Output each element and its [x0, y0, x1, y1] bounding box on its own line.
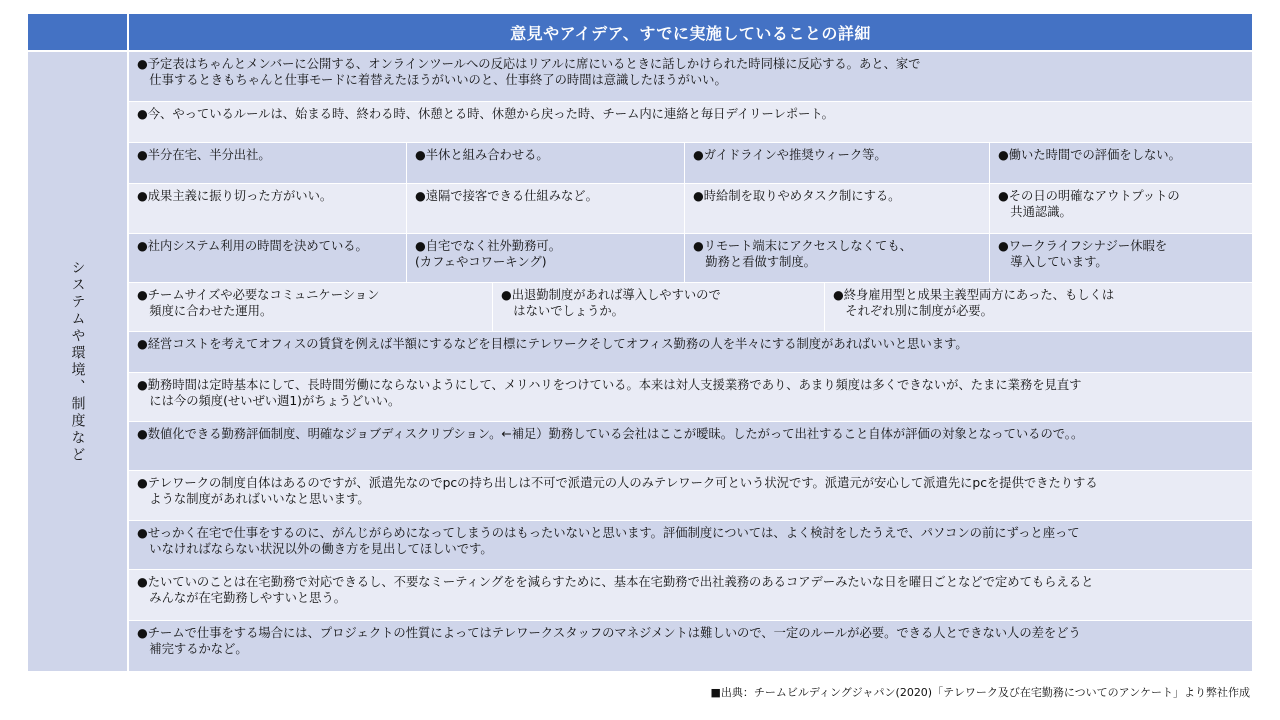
- comment-text: ●今、やっているルールは、始まる時、終わる時、休憩とる時、休憩から戻った時、チーム内に連絡と毎日デイリーレポート。: [137, 107, 834, 121]
- comment-cell: [407, 143, 685, 183]
- comment-cell: [129, 471, 1252, 520]
- comment-cell: [825, 283, 1252, 331]
- comment-cell: [407, 184, 685, 233]
- table-row: [129, 521, 1252, 569]
- table-row: [129, 471, 1252, 520]
- comment-cell: [990, 234, 1252, 282]
- table-row: [129, 283, 1252, 331]
- comment-cell: [129, 52, 1252, 101]
- comment-cell: [685, 184, 990, 233]
- table-frame: [28, 14, 1252, 671]
- comment-text: ●成果主義に振り切った方がいい。: [137, 189, 333, 203]
- comment-cell: [990, 184, 1252, 233]
- comment-text: ●働いた時間での評価をしない。: [998, 148, 1181, 162]
- comment-cell: [493, 283, 825, 331]
- table-row: [129, 570, 1252, 620]
- comment-cell: [129, 373, 1252, 421]
- comment-text: ●リモート端末にアクセスしなくても、 勤務と看做す制度。: [693, 239, 912, 269]
- category-label: [28, 52, 127, 671]
- table-row: [129, 143, 1252, 183]
- comment-text: ●ガイドラインや推奨ウィーク等。: [693, 148, 887, 162]
- comment-text: ●半分在宅、半分出社。: [137, 148, 271, 162]
- table-row: [129, 184, 1252, 233]
- comment-cell: [129, 422, 1252, 470]
- table-row: [129, 332, 1252, 372]
- comment-cell: [129, 143, 407, 183]
- comment-text: ●出退勤制度があれば導入しやすいので はないでしょうか。: [501, 288, 721, 318]
- header-corner: [28, 14, 127, 50]
- table-row: [129, 422, 1252, 470]
- comment-text: ●その日の明確なアウトプットの 共通認識。: [998, 189, 1180, 219]
- comment-text: ●半休と組み合わせる。: [415, 148, 549, 162]
- comment-cell: [685, 143, 990, 183]
- table-row: [129, 621, 1252, 671]
- source-note: ■出典：チームビルディングジャパン(2020)「テレワーク及び在宅勤務についてのアンケート」より弊社作成: [710, 686, 1250, 699]
- comment-text: ●予定表はちゃんとメンバーに公開する、オンラインツールへの反応はリアルに席にいるときに話しかけられた時同様に反応する。あと、家で 仕事するときもちゃんと仕事モードに着替えたほうがいいのと、仕事終了の時間は意識したほうがいい。: [137, 57, 921, 87]
- comment-cell: [407, 234, 685, 282]
- comment-text: ●時給制を取りやめタスク制にする。: [693, 189, 901, 203]
- comment-text: ●ワークライフシナジー休暇を 導入しています。: [998, 239, 1168, 269]
- table-row: [129, 52, 1252, 101]
- comment-cell: [129, 234, 407, 282]
- table-row: [129, 234, 1252, 282]
- comment-text: ●遠隔で接客できる仕組みなど。: [415, 189, 598, 203]
- comment-text: ●せっかく在宅で仕事をするのに、がんじがらめになってしまうのはもったいないと思います。評価制度については、よく検討をしたうえで、パソコンの前にずっと座って いなければならない状況以外の働き方を見出してほしいです。: [137, 526, 1080, 556]
- comment-text: ●自宅でなく社外勤務可。 (カフェやコワーキング): [415, 239, 561, 269]
- comment-text: ●たいていのことは在宅勤務で対応できるし、不要なミーティングをを減らすために、基本在宅勤務で出社義務のあるコアデーみたいな日を曜日ごとなどで定めてもらえると みんなが在宅勤務しやすいと思う。: [137, 575, 1094, 605]
- comment-cell: [990, 143, 1252, 183]
- comment-text: ●社内システム利用の時間を決めている。: [137, 239, 368, 253]
- comment-cell: [129, 570, 1252, 620]
- comment-text: ●チームサイズや必要なコミュニケーション 頻度に合わせた運用。: [137, 288, 380, 318]
- comment-text: ●経営コストを考えてオフィスの賃貸を例えば半額にするなどを目標にテレワークそしてオフィス勤務の人を半々にする制度があればいいと思います。: [137, 337, 968, 351]
- comment-cell: [129, 102, 1252, 142]
- category-label-text: システムや環境、制度など: [69, 259, 86, 464]
- comment-cell: [129, 332, 1252, 372]
- table-row: [129, 373, 1252, 421]
- comment-text: ●テレワークの制度自体はあるのですが、派遣先なのでpcの持ち出しは不可で派遣元の人のみテレワーク可という状況です。派遣元が安心して派遣先にpcを提供できたりする ような制度があればいいなと思います。: [137, 476, 1098, 506]
- comment-cell: [685, 234, 990, 282]
- comment-cell: [129, 184, 407, 233]
- comment-text: ●チームで仕事をする場合には、プロジェクトの性質によってはテレワークスタッフのマネジメントは難しいので、一定のルールが必要。できる人とできない人の差をどう 補完するかなど。: [137, 626, 1081, 656]
- comment-text: ●勤務時間は定時基本にして、長時間労働にならないようにして、メリハリをつけている。本来は対人支援業務であり、あまり頻度は多くできないが、たまに業務を見直す には今の頻度(せいぜい週1)がちょうどいい。: [137, 378, 1082, 408]
- comment-text: ●終身雇用型と成果主義型両方にあった、もしくは それぞれ別に制度が必要。: [833, 288, 1115, 318]
- table-row: [129, 102, 1252, 142]
- comment-cell: [129, 621, 1252, 671]
- table-title: 意見やアイデア、すでに実施していることの詳細: [129, 14, 1252, 50]
- comment-cell: [129, 283, 493, 331]
- comment-cell: [129, 521, 1252, 569]
- comment-text: ●数値化できる勤務評価制度、明確なジョブディスクリプション。←補足）勤務している会社はここが曖昧。したがって出社すること自体が評価の対象となっているので。。: [137, 427, 1084, 441]
